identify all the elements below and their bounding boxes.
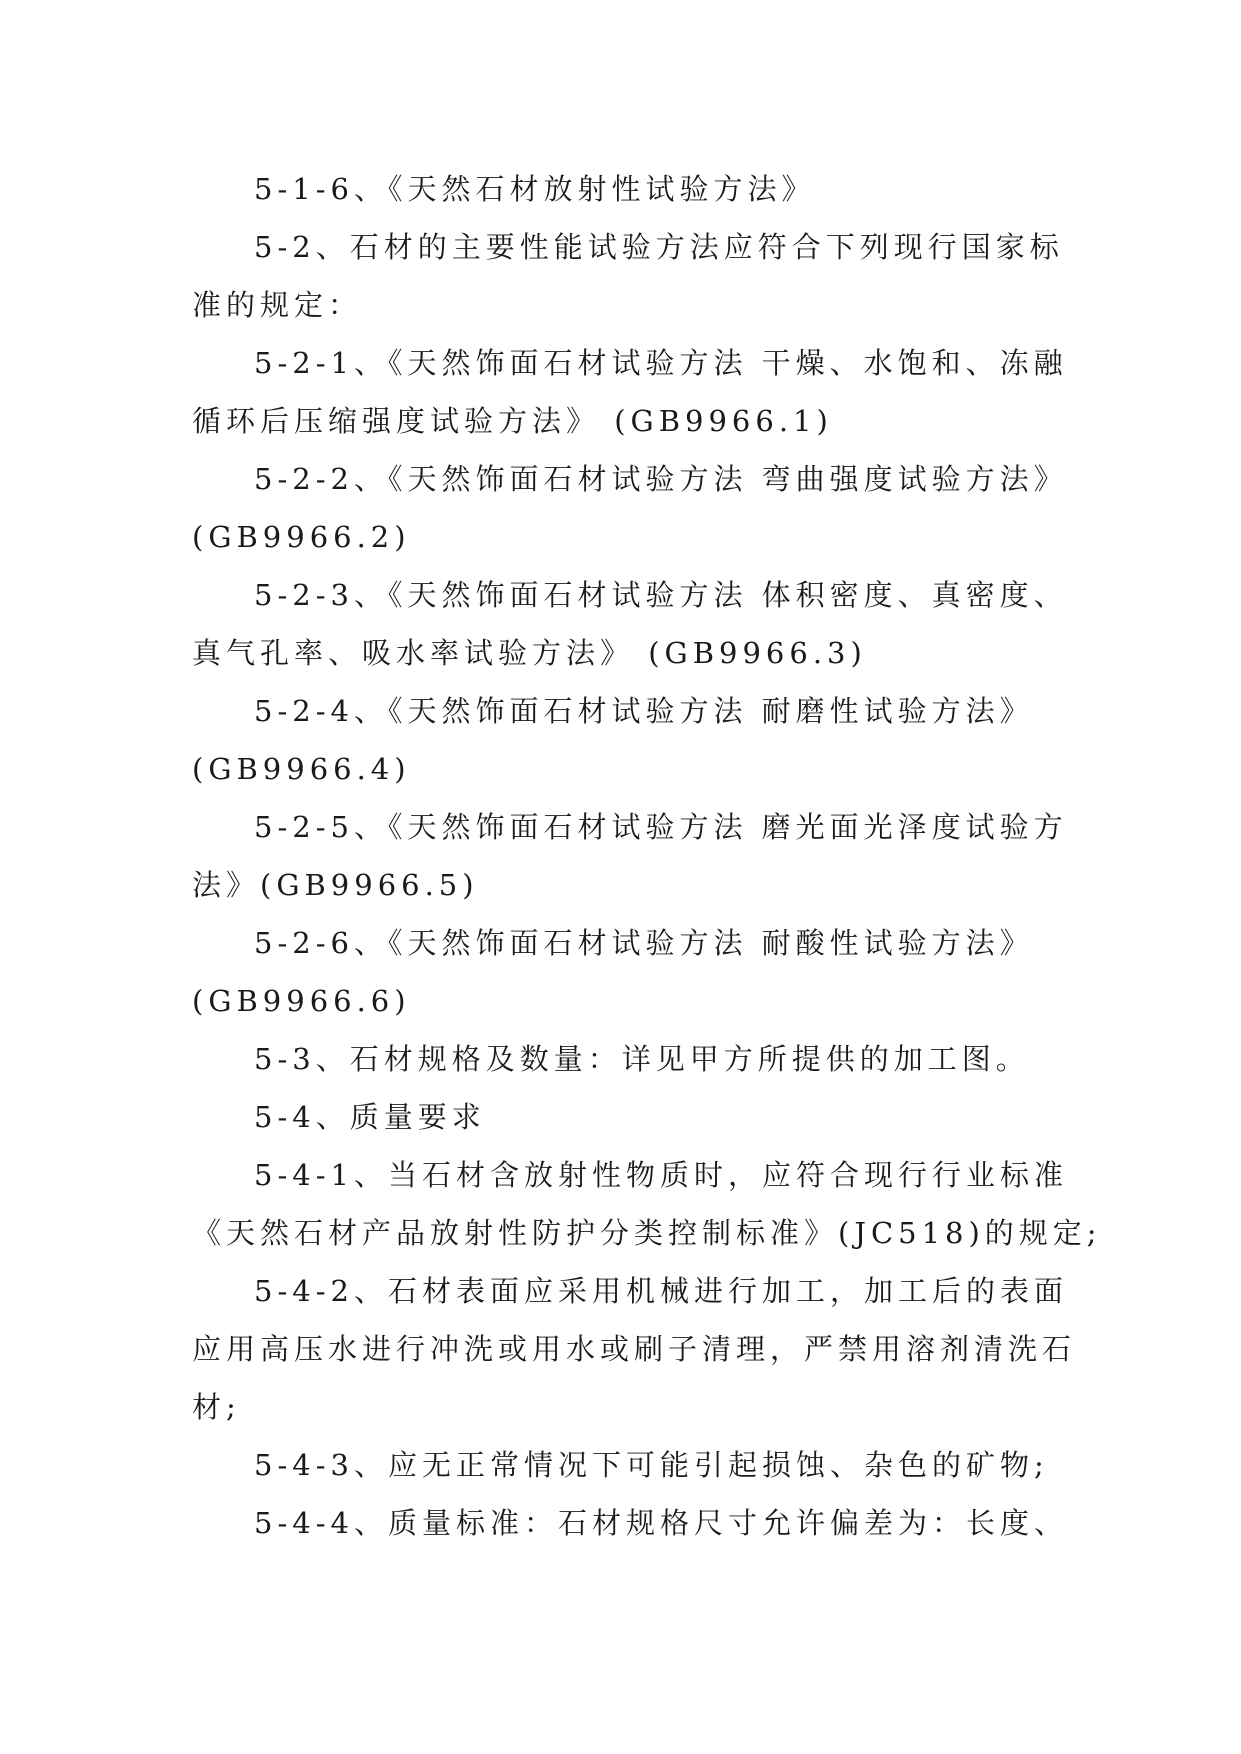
text-line: 5-3、石材规格及数量：详见甲方所提供的加工图。 bbox=[254, 1042, 1030, 1076]
text-line: 5-2-4、《天然饰面石材试验方法 耐磨性试验方法》 bbox=[254, 694, 1034, 728]
text-line: 5-4-1、当石材含放射性物质时，应符合现行行业标准 bbox=[254, 1158, 1068, 1192]
text-line: 5-4-3、应无正常情况下可能引起损蚀、杂色的矿物; bbox=[254, 1448, 1049, 1482]
text-line: 应用高压水进行冲洗或用水或刷子清理，严禁用溶剂清洗石 bbox=[192, 1332, 1077, 1366]
text-line: (GB9966.6) bbox=[192, 984, 411, 1018]
text-line: 真气孔率、吸水率试验方法》 (GB9966.3) bbox=[192, 636, 867, 670]
text-line: 5-4-2、石材表面应采用机械进行加工，加工后的表面 bbox=[254, 1274, 1068, 1308]
text-line: 5-4、质量要求 bbox=[254, 1100, 486, 1134]
text-line: 5-2-3、《天然饰面石材试验方法 体积密度、真密度、 bbox=[254, 578, 1068, 612]
text-line: 5-1-6、《天然石材放射性试验方法》 bbox=[254, 172, 816, 206]
text-line: 5-4-4、质量标准：石材规格尺寸允许偏差为：长度、 bbox=[254, 1506, 1068, 1540]
text-line: (GB9966.2) bbox=[192, 520, 411, 554]
text-line: 循环后压缩强度试验方法》 (GB9966.1) bbox=[192, 404, 833, 438]
text-line: 5-2、石材的主要性能试验方法应符合下列现行国家标 bbox=[254, 230, 1064, 264]
text-line: 5-2-6、《天然饰面石材试验方法 耐酸性试验方法》 bbox=[254, 926, 1034, 960]
text-line: 5-2-1、《天然饰面石材试验方法 干燥、水饱和、冻融 bbox=[254, 346, 1068, 380]
text-line: 《天然石材产品放射性防护分类控制标准》(JC518)的规定; bbox=[192, 1216, 1102, 1250]
text-line: (GB9966.4) bbox=[192, 752, 411, 786]
text-line: 准的规定： bbox=[192, 288, 363, 322]
text-line: 法》(GB9966.5) bbox=[192, 868, 479, 902]
text-line: 5-2-2、《天然饰面石材试验方法 弯曲强度试验方法》 bbox=[254, 462, 1068, 496]
text-line: 5-2-5、《天然饰面石材试验方法 磨光面光泽度试验方 bbox=[254, 810, 1068, 844]
text-line: 材; bbox=[192, 1390, 241, 1424]
